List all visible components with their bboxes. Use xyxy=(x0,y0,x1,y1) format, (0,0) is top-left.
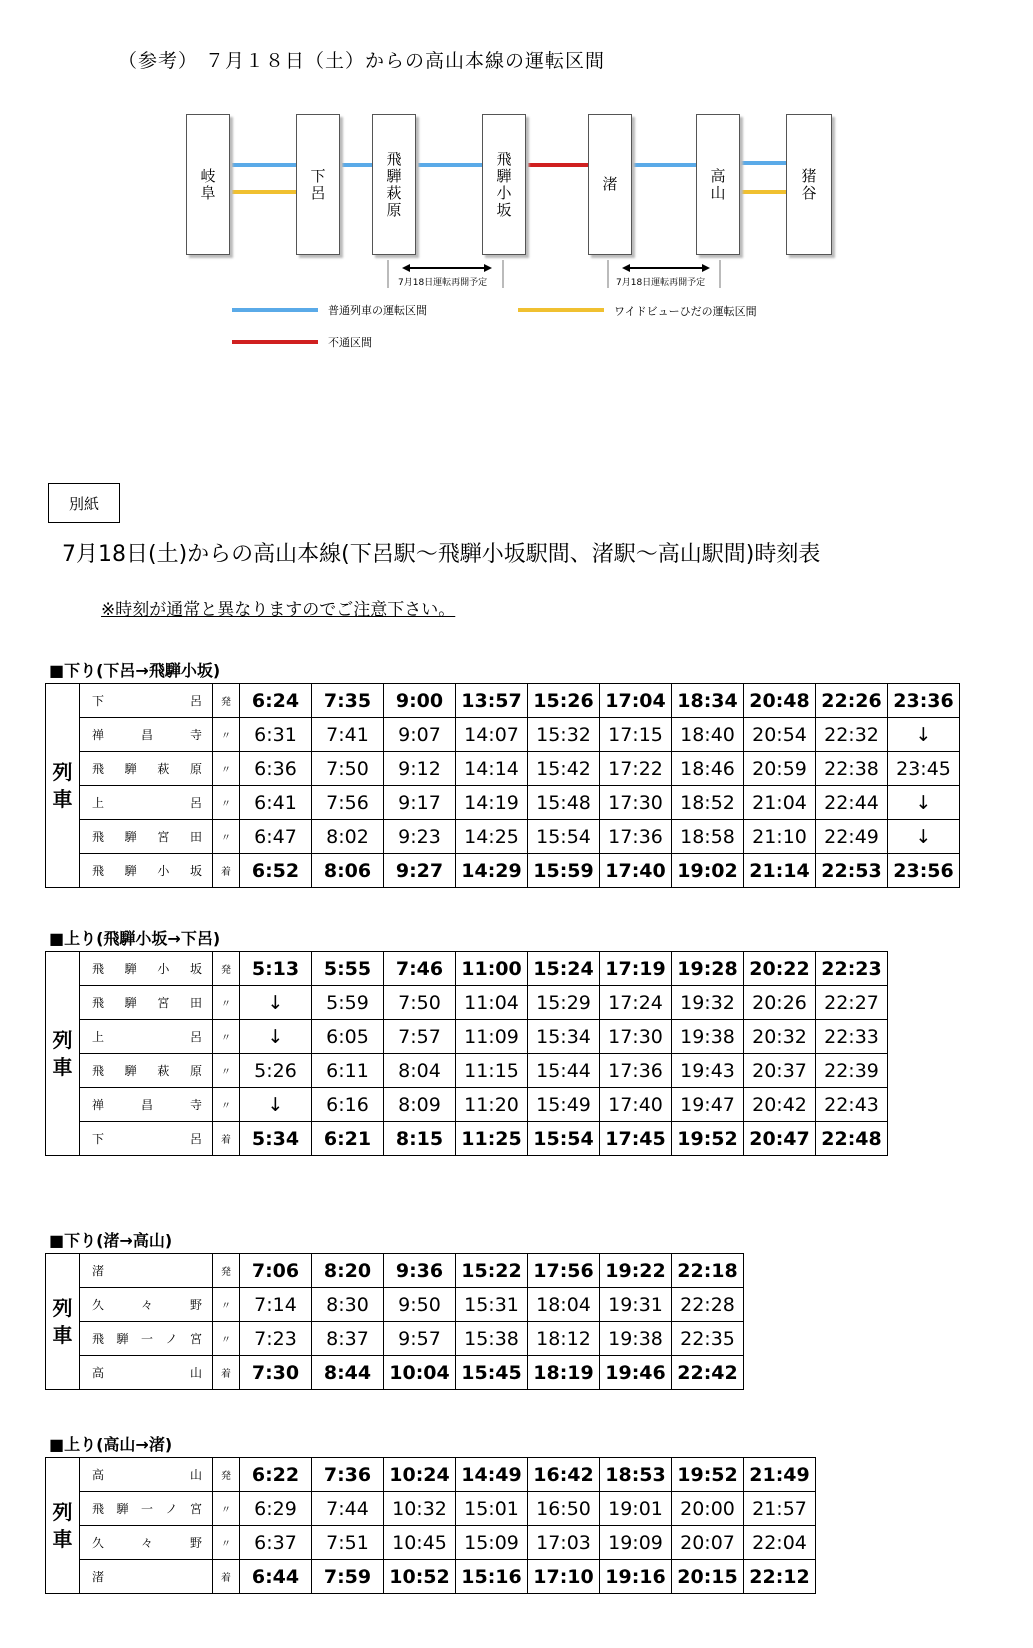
time-cell: 17:04 xyxy=(600,684,672,718)
time-cell: 17:10 xyxy=(528,1560,600,1594)
table-row xyxy=(46,1560,816,1594)
time-cell: 10:52 xyxy=(384,1560,456,1594)
time-cell: 22:49 xyxy=(816,820,888,854)
time-cell: 10:24 xyxy=(384,1458,456,1492)
closed-line-osaka-nagisa xyxy=(528,163,588,167)
time-cell: 17:36 xyxy=(600,820,672,854)
station-name: 渚 xyxy=(80,1560,213,1594)
time-cell: 8:20 xyxy=(312,1254,384,1288)
time-cell: 18:58 xyxy=(672,820,744,854)
resume-label-2: 7月18日運転再開予定 xyxy=(616,278,706,288)
time-cell: 15:09 xyxy=(456,1526,528,1560)
time-cell: 20:22 xyxy=(744,952,816,986)
time-cell: 20:07 xyxy=(672,1526,744,1560)
resume-label-1: 7月18日運転再開予定 xyxy=(398,278,488,288)
train-row-label: 列車 xyxy=(46,684,80,888)
dep-arr-mark: 〃 xyxy=(213,1492,240,1526)
time-cell: 5:13 xyxy=(240,952,312,986)
time-cell: 19:46 xyxy=(600,1356,672,1390)
table-heading: ■上り(高山→渚) xyxy=(49,1435,173,1454)
time-cell: 19:16 xyxy=(600,1560,672,1594)
time-cell: 7:06 xyxy=(240,1254,312,1288)
station-gifu: 岐阜 xyxy=(186,114,230,255)
time-cell: 20:54 xyxy=(744,718,816,752)
time-cell: 13:57 xyxy=(456,684,528,718)
station-name: 飛騨小坂 xyxy=(80,952,213,986)
time-cell: 15:48 xyxy=(528,786,600,820)
time-cell: 8:15 xyxy=(384,1122,456,1156)
table-heading: ■下り(渚→高山) xyxy=(49,1231,173,1250)
time-cell: 18:34 xyxy=(672,684,744,718)
time-cell: 15:44 xyxy=(528,1054,600,1088)
timetable xyxy=(45,951,888,1156)
dep-arr-mark: 〃 xyxy=(213,752,240,786)
time-cell: 16:42 xyxy=(528,1458,600,1492)
time-cell: 14:07 xyxy=(456,718,528,752)
time-cell: 22:26 xyxy=(816,684,888,718)
time-cell: 22:18 xyxy=(672,1254,744,1288)
dep-arr-mark: 発 xyxy=(213,1458,240,1492)
time-cell: 6:21 xyxy=(312,1122,384,1156)
table-row xyxy=(46,1020,888,1054)
time-cell: 19:38 xyxy=(672,1020,744,1054)
table-row xyxy=(46,1526,816,1560)
attachment-label: 別紙 xyxy=(48,483,120,523)
time-cell: 20:37 xyxy=(744,1054,816,1088)
station-name: 飛騨宮田 xyxy=(80,820,213,854)
time-cell: 19:52 xyxy=(672,1458,744,1492)
dep-arr-mark: 〃 xyxy=(213,986,240,1020)
table-row xyxy=(46,1054,888,1088)
time-cell: 7:57 xyxy=(384,1020,456,1054)
time-cell: 18:12 xyxy=(528,1322,600,1356)
time-cell: 15:45 xyxy=(456,1356,528,1390)
time-cell: 6:31 xyxy=(240,718,312,752)
time-cell: 11:00 xyxy=(456,952,528,986)
station-name: 禅昌寺 xyxy=(80,1088,213,1122)
time-cell: 20:48 xyxy=(744,684,816,718)
station-name: 飛騨小坂 xyxy=(80,854,213,888)
time-cell: 7:46 xyxy=(384,952,456,986)
table-row xyxy=(46,718,960,752)
time-cell: 21:14 xyxy=(744,854,816,888)
table-row xyxy=(46,952,888,986)
table-row xyxy=(46,1356,744,1390)
time-cell: 6:44 xyxy=(240,1560,312,1594)
time-cell: ↓ xyxy=(888,820,960,854)
time-cell: 22:32 xyxy=(816,718,888,752)
time-cell: 17:03 xyxy=(528,1526,600,1560)
time-cell: 11:04 xyxy=(456,986,528,1020)
table-row xyxy=(46,1288,744,1322)
time-cell: 14:19 xyxy=(456,786,528,820)
time-cell: ↓ xyxy=(888,718,960,752)
time-cell: 15:32 xyxy=(528,718,600,752)
time-cell: 19:01 xyxy=(600,1492,672,1526)
time-cell: 14:49 xyxy=(456,1458,528,1492)
local-line-nagisa-takayama xyxy=(632,163,696,167)
time-cell: 17:30 xyxy=(600,786,672,820)
time-cell: 23:36 xyxy=(888,684,960,718)
time-cell: 20:42 xyxy=(744,1088,816,1122)
document-title: 7月18日(土)からの高山本線(下呂駅～飛騨小坂駅間、渚駅～高山駅間)時刻表 xyxy=(62,542,821,567)
train-row-label: 列車 xyxy=(46,1458,80,1594)
station-name: 上呂 xyxy=(80,786,213,820)
table-row xyxy=(46,752,960,786)
dep-arr-mark: 着 xyxy=(213,854,240,888)
time-cell: 19:38 xyxy=(600,1322,672,1356)
time-cell: 9:12 xyxy=(384,752,456,786)
time-cell: 9:27 xyxy=(384,854,456,888)
time-cell: 9:00 xyxy=(384,684,456,718)
time-cell: 19:22 xyxy=(600,1254,672,1288)
time-cell: 18:46 xyxy=(672,752,744,786)
time-cell: 14:14 xyxy=(456,752,528,786)
time-cell: 7:51 xyxy=(312,1526,384,1560)
time-cell: 20:47 xyxy=(744,1122,816,1156)
time-cell: 8:06 xyxy=(312,854,384,888)
time-cell: 18:52 xyxy=(672,786,744,820)
notice: ※時刻が通常と異なりますのでご注意下さい。 xyxy=(101,600,456,620)
time-cell: 6:52 xyxy=(240,854,312,888)
time-cell: 7:44 xyxy=(312,1492,384,1526)
time-cell: 10:45 xyxy=(384,1526,456,1560)
station-hida-osaka: 飛騨小坂 xyxy=(482,114,526,255)
dep-arr-mark: 着 xyxy=(213,1560,240,1594)
time-cell: 20:59 xyxy=(744,752,816,786)
legend-swatch-closed xyxy=(232,340,318,344)
time-cell: 22:39 xyxy=(816,1054,888,1088)
dep-arr-mark: 着 xyxy=(213,1356,240,1390)
train-row-label: 列車 xyxy=(46,1254,80,1390)
table-row xyxy=(46,1458,816,1492)
legend-swatch-wideview xyxy=(518,308,604,312)
legend-wideview: ワイドビューひだの運転区間 xyxy=(614,305,757,318)
time-cell: 20:00 xyxy=(672,1492,744,1526)
time-cell: 9:36 xyxy=(384,1254,456,1288)
time-cell: ↓ xyxy=(888,786,960,820)
time-cell: 18:04 xyxy=(528,1288,600,1322)
time-cell: 8:37 xyxy=(312,1322,384,1356)
time-cell: 7:36 xyxy=(312,1458,384,1492)
time-cell: 22:43 xyxy=(816,1088,888,1122)
timetable xyxy=(45,1253,744,1390)
station-inotani: 猪谷 xyxy=(786,114,832,255)
dep-arr-mark: 〃 xyxy=(213,820,240,854)
station-hida-hagiwara: 飛騨萩原 xyxy=(372,114,416,255)
time-cell: 20:15 xyxy=(672,1560,744,1594)
local-line-gifu-gero xyxy=(232,163,298,167)
time-cell: 9:17 xyxy=(384,786,456,820)
time-cell: 10:04 xyxy=(384,1356,456,1390)
time-cell: 6:36 xyxy=(240,752,312,786)
station-name: 下呂 xyxy=(80,1122,213,1156)
dep-arr-mark: 〃 xyxy=(213,1088,240,1122)
station-name: 下呂 xyxy=(80,684,213,718)
time-cell: 9:57 xyxy=(384,1322,456,1356)
legend-closed: 不通区間 xyxy=(328,336,372,349)
table-row xyxy=(46,1122,888,1156)
time-cell: 15:54 xyxy=(528,1122,600,1156)
time-cell: 14:25 xyxy=(456,820,528,854)
time-cell: 6:16 xyxy=(312,1088,384,1122)
time-cell: 19:47 xyxy=(672,1088,744,1122)
local-line-gero-hagiwara xyxy=(342,163,374,167)
time-cell: 17:40 xyxy=(600,854,672,888)
time-cell: 18:40 xyxy=(672,718,744,752)
time-cell: 6:05 xyxy=(312,1020,384,1054)
station-gero: 下呂 xyxy=(296,114,340,255)
time-cell: 22:27 xyxy=(816,986,888,1020)
time-cell: 6:37 xyxy=(240,1526,312,1560)
time-cell: 15:49 xyxy=(528,1088,600,1122)
time-cell: 8:04 xyxy=(384,1054,456,1088)
table-row xyxy=(46,786,960,820)
time-cell: 7:35 xyxy=(312,684,384,718)
time-cell: 22:42 xyxy=(672,1356,744,1390)
table-row xyxy=(46,684,960,718)
time-cell: 17:45 xyxy=(600,1122,672,1156)
time-cell: 15:22 xyxy=(456,1254,528,1288)
time-cell: 22:23 xyxy=(816,952,888,986)
time-cell: ↓ xyxy=(240,986,312,1020)
time-cell: 6:24 xyxy=(240,684,312,718)
station-name: 飛騨萩原 xyxy=(80,752,213,786)
dep-arr-mark: 〃 xyxy=(213,718,240,752)
table-row xyxy=(46,1254,744,1288)
time-cell: 17:15 xyxy=(600,718,672,752)
dep-arr-mark: 着 xyxy=(213,1122,240,1156)
time-cell: 5:26 xyxy=(240,1054,312,1088)
time-cell: 15:34 xyxy=(528,1020,600,1054)
time-cell: 22:48 xyxy=(816,1122,888,1156)
station-name: 飛騨萩原 xyxy=(80,1054,213,1088)
local-line-takayama-inotani xyxy=(740,161,786,165)
time-cell: 15:42 xyxy=(528,752,600,786)
time-cell: 6:29 xyxy=(240,1492,312,1526)
legend-swatch-local xyxy=(232,308,318,312)
time-cell: 8:02 xyxy=(312,820,384,854)
table-heading: ■下り(下呂→飛騨小坂) xyxy=(49,661,221,680)
time-cell: 19:02 xyxy=(672,854,744,888)
dep-arr-mark: 〃 xyxy=(213,1322,240,1356)
time-cell: 10:32 xyxy=(384,1492,456,1526)
time-cell: 11:15 xyxy=(456,1054,528,1088)
time-cell: 9:07 xyxy=(384,718,456,752)
dep-arr-mark: 〃 xyxy=(213,1054,240,1088)
time-cell: 15:54 xyxy=(528,820,600,854)
station-name: 飛騨一ノ宮 xyxy=(80,1492,213,1526)
time-cell: 19:28 xyxy=(672,952,744,986)
time-cell: 17:40 xyxy=(600,1088,672,1122)
time-cell: 6:47 xyxy=(240,820,312,854)
time-cell: 17:30 xyxy=(600,1020,672,1054)
dep-arr-mark: 〃 xyxy=(213,786,240,820)
station-name: 渚 xyxy=(80,1254,213,1288)
station-name: 飛騨一ノ宮 xyxy=(80,1322,213,1356)
time-cell: ↓ xyxy=(240,1020,312,1054)
time-cell: 7:23 xyxy=(240,1322,312,1356)
time-cell: 21:10 xyxy=(744,820,816,854)
time-cell: 5:59 xyxy=(312,986,384,1020)
station-name: 飛騨宮田 xyxy=(80,986,213,1020)
time-cell: 22:44 xyxy=(816,786,888,820)
station-name: 上呂 xyxy=(80,1020,213,1054)
time-cell: 7:56 xyxy=(312,786,384,820)
time-cell: 6:22 xyxy=(240,1458,312,1492)
station-nagisa: 渚 xyxy=(588,114,632,255)
table-row xyxy=(46,986,888,1020)
wideview-line-gifu-gero xyxy=(232,190,298,194)
time-cell: 19:09 xyxy=(600,1526,672,1560)
time-cell: 18:53 xyxy=(600,1458,672,1492)
time-cell: 22:53 xyxy=(816,854,888,888)
table-row xyxy=(46,1088,888,1122)
time-cell: 17:56 xyxy=(528,1254,600,1288)
time-cell: 21:49 xyxy=(744,1458,816,1492)
time-cell: 19:43 xyxy=(672,1054,744,1088)
station-name: 久々野 xyxy=(80,1288,213,1322)
dep-arr-mark: 発 xyxy=(213,952,240,986)
time-cell: 9:50 xyxy=(384,1288,456,1322)
time-cell: 19:31 xyxy=(600,1288,672,1322)
time-cell: 22:33 xyxy=(816,1020,888,1054)
station-name: 禅昌寺 xyxy=(80,718,213,752)
time-cell: 20:26 xyxy=(744,986,816,1020)
map-title: （参考） ７月１８日（土）からの高山本線の運転区間 xyxy=(118,50,606,72)
time-cell: 8:09 xyxy=(384,1088,456,1122)
time-cell: 7:50 xyxy=(312,752,384,786)
table-row xyxy=(46,820,960,854)
time-cell: 7:30 xyxy=(240,1356,312,1390)
time-cell: 21:04 xyxy=(744,786,816,820)
time-cell: 7:41 xyxy=(312,718,384,752)
time-cell: 8:44 xyxy=(312,1356,384,1390)
time-cell: 15:31 xyxy=(456,1288,528,1322)
local-line-hagiwara-osaka xyxy=(418,163,484,167)
time-cell: 11:25 xyxy=(456,1122,528,1156)
time-cell: 22:38 xyxy=(816,752,888,786)
time-cell: 15:59 xyxy=(528,854,600,888)
station-name: 高山 xyxy=(80,1356,213,1390)
table-heading: ■上り(飛騨小坂→下呂) xyxy=(49,929,221,948)
station-takayama: 高山 xyxy=(696,114,740,255)
dep-arr-mark: 〃 xyxy=(213,1288,240,1322)
time-cell: 22:28 xyxy=(672,1288,744,1322)
time-cell: 7:59 xyxy=(312,1560,384,1594)
time-cell: 22:04 xyxy=(744,1526,816,1560)
time-cell: 22:12 xyxy=(744,1560,816,1594)
table-row xyxy=(46,854,960,888)
time-cell: 15:29 xyxy=(528,986,600,1020)
time-cell: 23:45 xyxy=(888,752,960,786)
time-cell: 11:09 xyxy=(456,1020,528,1054)
table-row xyxy=(46,1322,744,1356)
table-row xyxy=(46,1492,816,1526)
time-cell: 15:26 xyxy=(528,684,600,718)
time-cell: 17:19 xyxy=(600,952,672,986)
time-cell: 15:16 xyxy=(456,1560,528,1594)
timetable xyxy=(45,1457,816,1594)
time-cell: 6:41 xyxy=(240,786,312,820)
dep-arr-mark: 〃 xyxy=(213,1020,240,1054)
time-cell: 17:22 xyxy=(600,752,672,786)
dep-arr-mark: 〃 xyxy=(213,1526,240,1560)
time-cell: 16:50 xyxy=(528,1492,600,1526)
time-cell: 5:55 xyxy=(312,952,384,986)
station-name: 高山 xyxy=(80,1458,213,1492)
time-cell: 17:24 xyxy=(600,986,672,1020)
time-cell: 20:32 xyxy=(744,1020,816,1054)
dep-arr-mark: 発 xyxy=(213,684,240,718)
legend-local: 普通列車の運転区間 xyxy=(328,304,427,317)
time-cell: 18:19 xyxy=(528,1356,600,1390)
time-cell: 21:57 xyxy=(744,1492,816,1526)
timetable xyxy=(45,683,960,888)
time-cell: ↓ xyxy=(240,1088,312,1122)
station-name: 久々野 xyxy=(80,1526,213,1560)
time-cell: 15:01 xyxy=(456,1492,528,1526)
time-cell: 14:29 xyxy=(456,854,528,888)
time-cell: 5:34 xyxy=(240,1122,312,1156)
time-cell: 9:23 xyxy=(384,820,456,854)
time-cell: 15:24 xyxy=(528,952,600,986)
dep-arr-mark: 発 xyxy=(213,1254,240,1288)
time-cell: 7:14 xyxy=(240,1288,312,1322)
time-cell: 6:11 xyxy=(312,1054,384,1088)
time-cell: 22:35 xyxy=(672,1322,744,1356)
time-cell: 11:20 xyxy=(456,1088,528,1122)
time-cell: 17:36 xyxy=(600,1054,672,1088)
time-cell: 8:30 xyxy=(312,1288,384,1322)
time-cell: 15:38 xyxy=(456,1322,528,1356)
time-cell: 19:52 xyxy=(672,1122,744,1156)
time-cell: 23:56 xyxy=(888,854,960,888)
time-cell: 19:32 xyxy=(672,986,744,1020)
wideview-line-takayama-inotani xyxy=(740,190,786,194)
time-cell: 7:50 xyxy=(384,986,456,1020)
train-row-label: 列車 xyxy=(46,952,80,1156)
